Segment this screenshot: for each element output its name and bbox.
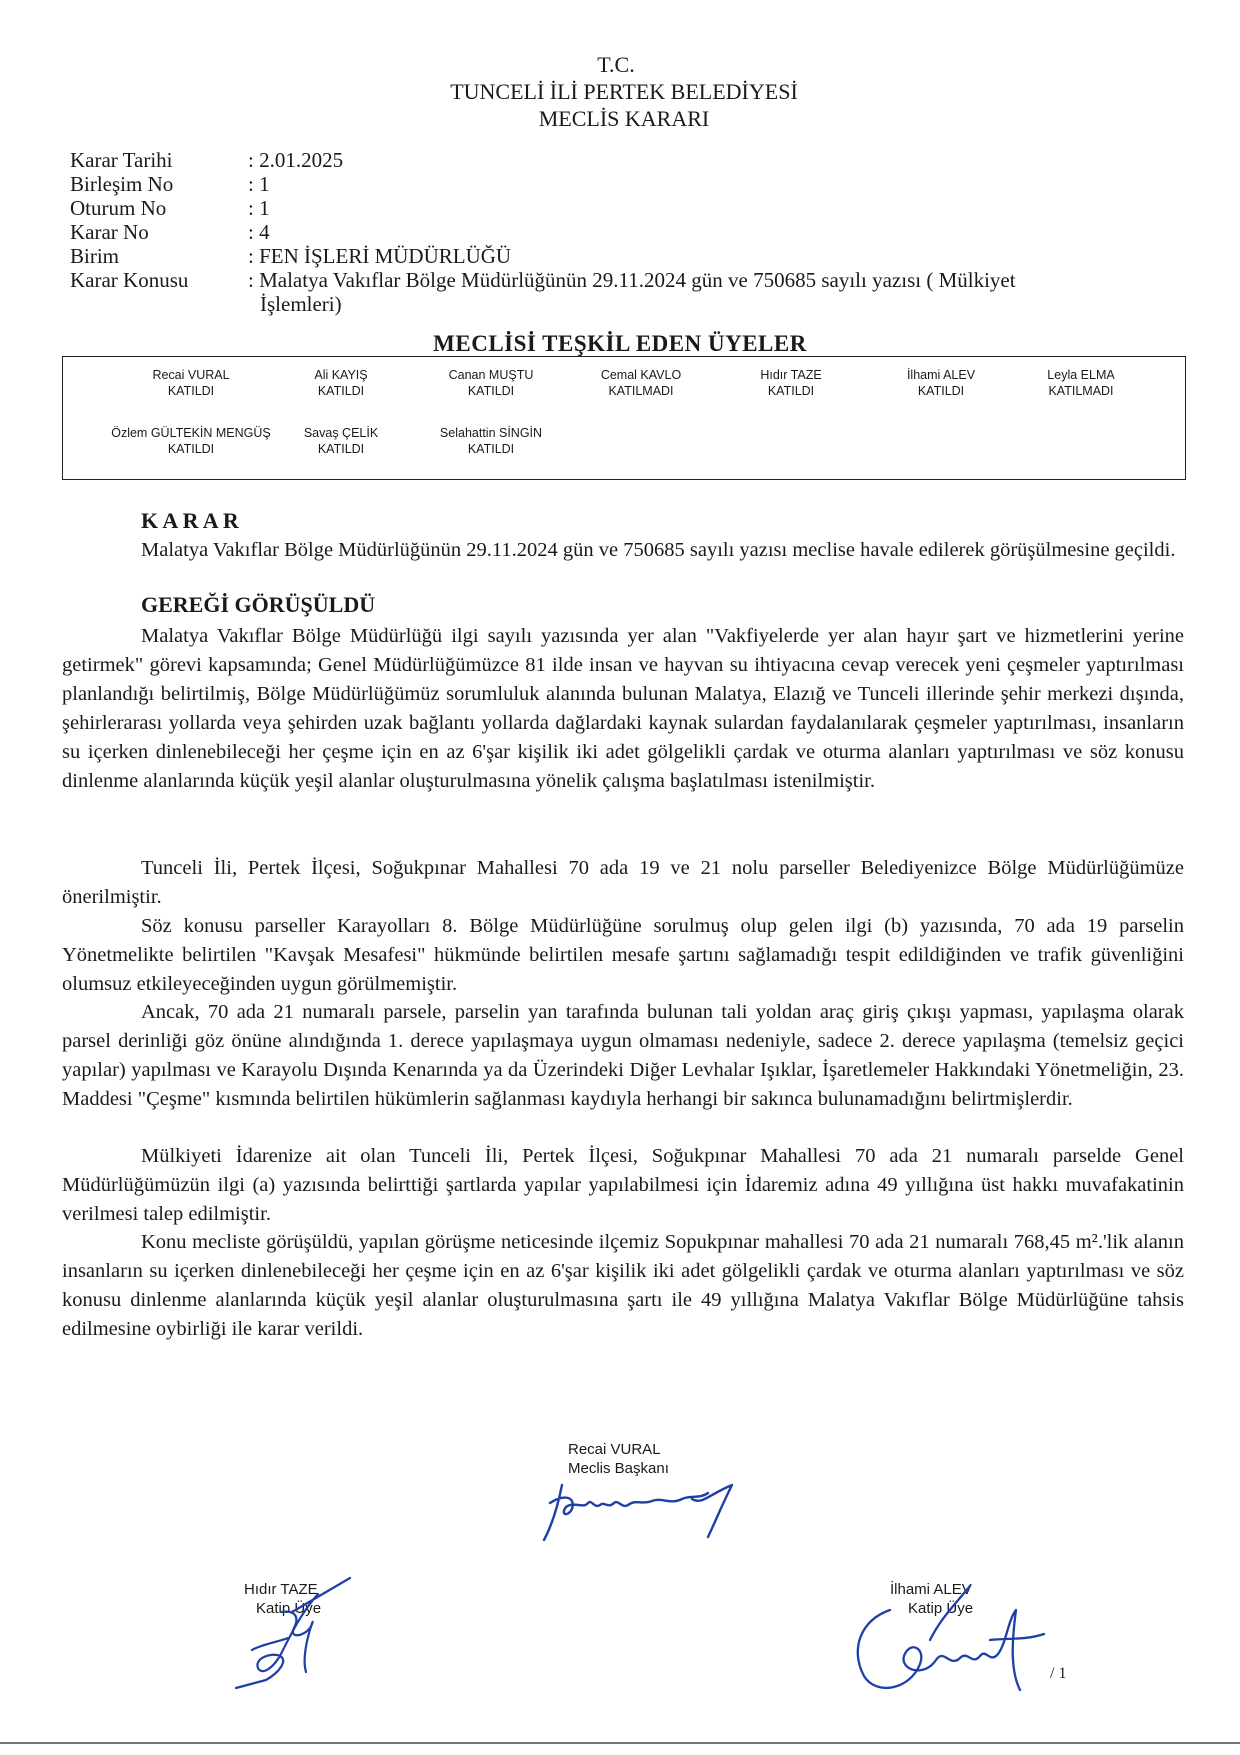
member-status: KATILMADI (1048, 384, 1114, 398)
karar-text: Malatya Vakıflar Bölge Müdürlüğünün 29.11.2024 gün ve 750685 sayılı yazısı meclise havale edilerek görüşülmesine geçildi. (141, 539, 1176, 561)
member-ali-kayis (261, 367, 421, 399)
clerk2-title: Katip Üye (908, 1600, 974, 1617)
member-status: KATILDI (467, 442, 515, 456)
meta-value: : FEN İŞLERİ MÜDÜRLÜĞÜ (248, 244, 512, 268)
meta-label: Oturum No (70, 196, 167, 220)
president-signature-icon (532, 1465, 782, 1545)
member-status: KATILMADI (608, 384, 674, 398)
member-selahattin-singin (411, 425, 571, 457)
meta-value: : 4 (248, 220, 270, 244)
bottom-rule (0, 1742, 1240, 1744)
body-paragraph-6: Konu mecliste görüşüldü, yapılan görüşme neticesinde ilçemiz Sopukpınar mahallesi 70 ada 21 numaralı 768,45 m².'lik alanın insanların su içerken dinlenebileceği her çeşme için en az 6'şar kişilik iki adet gölgelikli çardak ve oturma alanları yaptırılması ve söz konusu dinlenme alanlarında küçük yeşil alanlar oluşturulmasına şartı ile 49 yıllığına Malatya Vakıflar Bölge Müdürlüğüne tahsis edilmesine oybirliği ile karar verildi. (62, 1231, 1184, 1340)
member-status: KATILDI (167, 384, 215, 398)
meta-row-session (70, 172, 1188, 196)
karar-heading: K A R A R (141, 508, 239, 533)
header-tc: T.C. (597, 52, 635, 77)
member-leyla-elma (1001, 367, 1161, 399)
meta-label: Karar No (70, 220, 149, 244)
member-hidir-taze (711, 367, 871, 399)
clerk2-signature-icon (840, 1580, 1060, 1710)
clerk2-name: İlhami ALEV (890, 1581, 972, 1598)
subject-line-2: İşlemleri) (260, 292, 342, 316)
member-name: Ali KAYIŞ (314, 368, 368, 382)
header-decision-title: MECLİS KARARI (538, 106, 710, 131)
meta-row-decision-no (70, 220, 1188, 244)
member-status: KATILDI (317, 384, 365, 398)
president-name: Recai VURAL (568, 1441, 661, 1458)
member-name: Cemal KAVLO (600, 368, 682, 382)
member-ilhami-alev (861, 367, 1021, 399)
member-name: İlhami ALEV (906, 368, 976, 382)
member-status: KATILDI (317, 442, 365, 456)
members-box (62, 356, 1186, 480)
geregi-heading: GEREĞİ GÖRÜŞÜLDÜ (141, 592, 376, 617)
decision-meta (70, 148, 1188, 316)
member-status: KATILDI (767, 384, 815, 398)
meta-row-date (70, 148, 1188, 172)
members-title: MECLİSİ TEŞKİL EDEN ÜYELER (433, 331, 807, 356)
member-cemal-kavlo (561, 367, 721, 399)
body-paragraph-4: Ancak, 70 ada 21 numaralı parsele, parselin yan tarafında bulunan tali yoldan araç giriş çıkışı yapması, yapılaşma olarak parsel derinliği göz önüne alındığında 1. derece yapılaşmaya uygun olmaması nedeniyle, sadece 2. derece yapılaşma (temelsiz geçici yapılar) yapılması ve Karayolu Dışında Kenarında ya da Üzerindeki Diğer Levhalar Işıklar, İşaretlemeler Hakkındaki Yönetmeliğin, 23. Maddesi "Çeşme" kısmında belirtilen hükümlerin sağlanması kaydıyla herhangi bir sakınca bulunamadığını belirtmişlerdir. (62, 1001, 1184, 1110)
member-status: KATILDI (167, 442, 215, 456)
president-title: Meclis Başkanı (568, 1460, 669, 1477)
header-municipality: TUNCELİ İLİ PERTEK BELEDİYESİ (450, 79, 798, 104)
member-status: KATILDI (467, 384, 515, 398)
member-canan-mustu (411, 367, 571, 399)
member-recai-vural (111, 367, 271, 399)
member-ozlem-gultekin-mengus (111, 425, 271, 457)
member-savas-celik (261, 425, 421, 457)
member-name: Savaş ÇELİK (303, 426, 379, 440)
meta-value: : 2.01.2025 (248, 148, 344, 172)
body-paragraph-2: Tunceli İli, Pertek İlçesi, Soğukpınar Mahallesi 70 ada 19 ve 21 nolu parseller Belediyenizce Bölge Müdürlüğümüze önerilmiştir. (62, 857, 1184, 908)
meta-label: Birim (70, 244, 120, 268)
meta-row-sitting (70, 196, 1188, 220)
meta-row-subject (70, 268, 1188, 316)
member-name: Canan MUŞTU (448, 368, 534, 382)
clerk1-name: Hıdır TAZE (244, 1581, 318, 1598)
meta-label: Karar Konusu (70, 268, 189, 292)
body-paragraph-3: Söz konusu parseller Karayolları 8. Bölge Müdürlüğüne sorulmuş olup gelen ilgi (b) yazısında, 70 ada 19 parselin Yönetmelikte belirtilen "Kavşak Mesafesi" hükmünde belirtilen mesafe şartını sağlamadığı tespit edildiğinden ve trafik güvenliğini olumsuz etkileyeceğinden uygun görülmemiştir. (62, 915, 1184, 995)
clerk1-title: Katip Üye (256, 1600, 322, 1617)
meta-label: Birleşim No (70, 172, 174, 196)
member-name: Recai VURAL (152, 368, 230, 382)
body-paragraph-5: Mülkiyeti İdarenize ait olan Tunceli İli, Pertek İlçesi, Soğukpınar Mahallesi 70 ada 21 numaralı parselde Genel Müdürlüğümüzün ilgi (a) yazısında belirttiği şartlarda yapılar yapılabilmesi için İdaremiz adına 49 yıllığına üst hakkı muvafakatinin verilmesi talep edilmiştir. (62, 1145, 1184, 1225)
page-number: / 1 (1050, 1665, 1067, 1682)
member-status: KATILDI (917, 384, 965, 398)
body-paragraph-1: Malatya Vakıflar Bölge Müdürlüğü ilgi sayılı yazısında yer alan "Vakfiyelerde yer alan hayır şart ve hizmetlerini yerine getirmek" görevi kapsamında; Genel Müdürlüğümüzce 81 ilde insan ve hayvan su ihtiyacına cevap verecek yeni çeşmeler yaptırılması planlandığı belirtilmiş, Bölge Müdürlüğümüz sorumluluk alanında bulunan Malatya, Elazığ ve Tunceli illerinde şehir merkezi dışında, şehirlerarası yollarda veya şehirden uzak bağlantı yollarda dağlardaki kaynak sulardan faydalanılarak çeşmeler yaptırılması, insanların su içerken dinlenebileceği her çeşme için en az 6'şar kişilik iki adet gölgelikli çardak ve oturma alanları yaptırılması ve söz konusu dinlenme alanlarında küçük yeşil alanlar oluşturulmasına yönelik çalışma başlatılması istenilmiştir. (62, 625, 1184, 792)
clerk1-signature-icon (222, 1572, 362, 1692)
meta-row-unit (70, 244, 1188, 268)
subject-line-1: : Malatya Vakıflar Bölge Müdürlüğünün 29.11.2024 gün ve 750685 sayılı yazısı ( Mülkiyet (248, 268, 1016, 292)
member-name: Leyla ELMA (1047, 368, 1115, 382)
meta-label: Karar Tarihi (70, 148, 173, 172)
member-name: Selahattin SİNGİN (439, 426, 543, 440)
member-name: Hıdır TAZE (760, 368, 822, 382)
meta-value: : 1 (248, 172, 270, 196)
meta-value (248, 268, 1188, 316)
meta-value: : 1 (248, 196, 270, 220)
member-name: Özlem GÜLTEKİN MENGÜŞ (111, 426, 271, 440)
